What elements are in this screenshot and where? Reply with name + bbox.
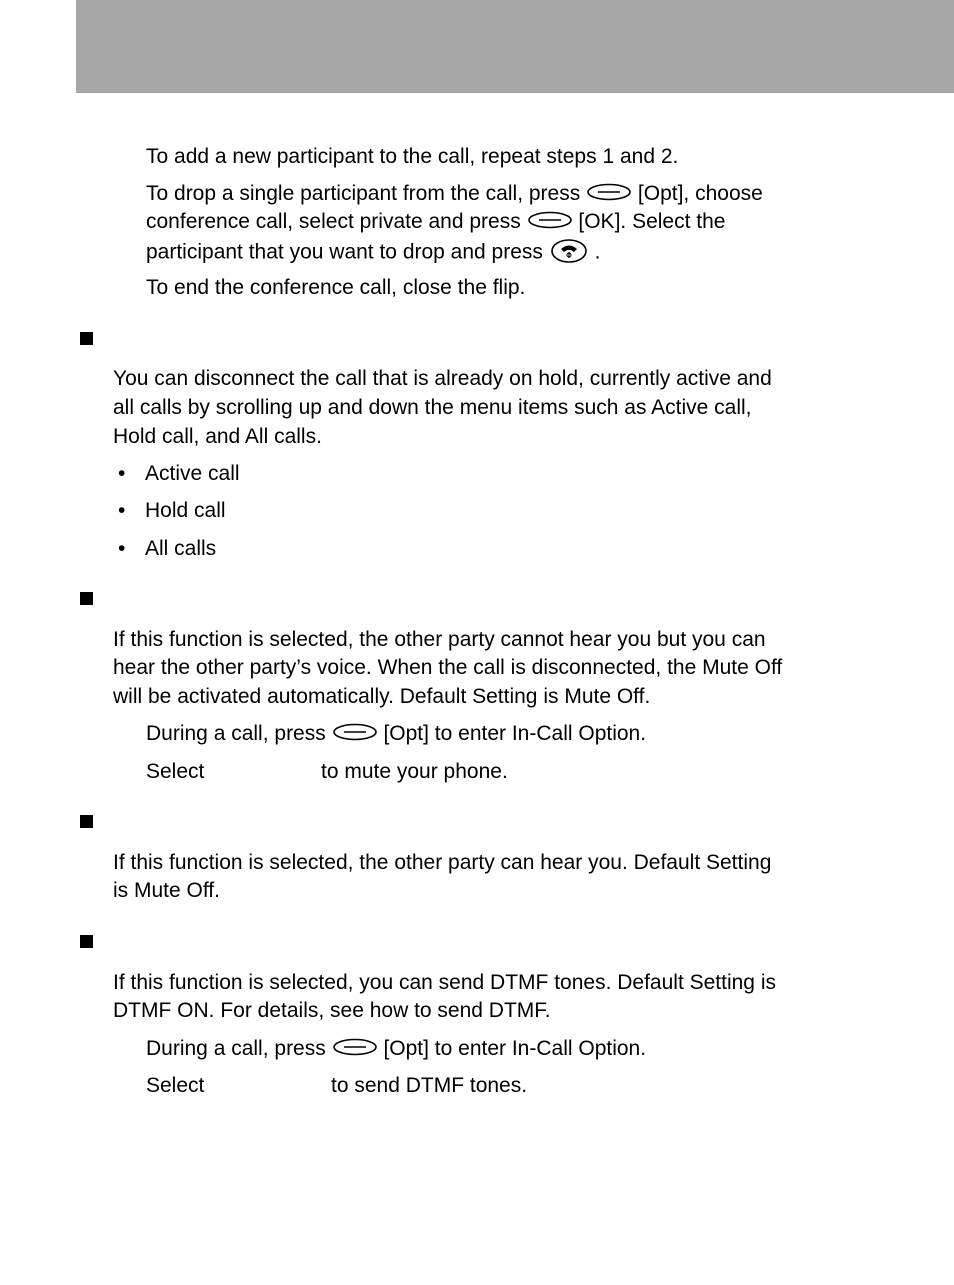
mute-on-paragraph-line-1: If this function is selected, the other party cannot hear you but you can [113,628,766,651]
dtmf-step-1: During a call, press [Opt] to enter In-Call Option. [146,1037,647,1060]
disconnect-paragraph-line-1: You can disconnect the call that is already on hold, currently active and [113,367,772,390]
soft-key-icon [332,722,378,742]
end-conference-text: To end the conference call, close the flip. [146,276,526,299]
dtmf-paragraph-line-1: If this function is selected, you can send DTMF tones. Default Setting is [113,971,776,994]
mute-on-step-2: Select to mute your phone. [146,760,508,783]
drop-participant-line-3: participant that you want to drop and press . [146,239,600,267]
dtmf-step-2: Select to send DTMF tones. [146,1074,528,1097]
end-call-key-icon [549,237,589,265]
mute-on-paragraph-line-2: hear the other party’s voice. When the call is disconnected, the Mute Off [113,656,783,679]
bullet-item-all-calls: • All calls [118,537,217,560]
soft-key-icon [586,182,632,202]
bullet-item-hold-call: • Hold call [118,499,226,522]
section-marker-disconnect [80,332,93,345]
header-bar [76,0,954,93]
section-marker-mute-on [80,592,93,605]
section-marker-dtmf [80,935,93,948]
disconnect-paragraph-line-3: Hold call, and All calls. [113,425,322,448]
soft-key-icon [332,1037,378,1057]
section-marker-mute-off [80,815,93,828]
drop-participant-line-1: To drop a single participant from the call, press [Opt], choose [146,182,763,205]
mute-off-paragraph-line-1: If this function is selected, the other party can hear you. Default Setting [113,851,772,874]
soft-key-icon [527,210,573,230]
mute-off-paragraph-line-2: is Mute Off. [113,879,220,902]
bullet-item-active-call: • Active call [118,462,240,485]
mute-on-paragraph-line-3: will be activated automatically. Default Setting is Mute Off. [113,685,651,708]
add-participant-text: To add a new participant to the call, repeat steps 1 and 2. [146,145,679,168]
dtmf-paragraph-line-2: DTMF ON. For details, see how to send DTMF. [113,999,551,1022]
disconnect-paragraph-line-2: all calls by scrolling up and down the menu items such as Active call, [113,396,752,419]
mute-on-step-1: During a call, press [Opt] to enter In-Call Option. [146,722,647,745]
drop-participant-line-2: conference call, select private and press [OK]. Select the [146,210,726,233]
